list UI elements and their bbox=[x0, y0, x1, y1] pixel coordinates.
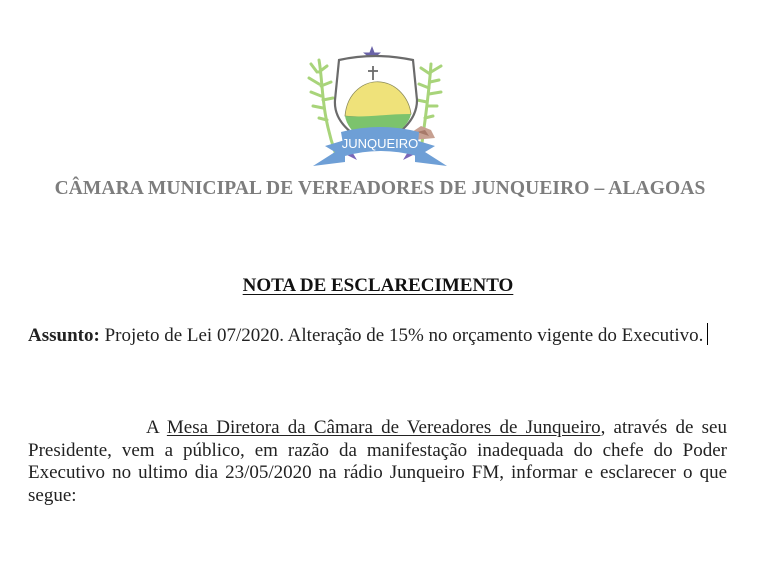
subject-line bbox=[28, 322, 727, 350]
org-title: CÂMARA MUNICIPAL DE VEREADORES DE JUNQUEIRO – ALAGOAS bbox=[54, 178, 706, 199]
document-title: NOTA DE ESCLARECIMENTO bbox=[242, 275, 514, 296]
paragraph-underlined-entity: Mesa Diretora da Câmara de Vereadores de Junqueiro bbox=[166, 417, 601, 438]
paragraph-lead: A bbox=[146, 417, 167, 438]
text-cursor bbox=[707, 323, 708, 345]
paragraph-rest: , através de seu Presidente, vem a público, em razão da manifestação inadequada do chefe do Poder Executivo no ultimo dia 23/05/2020 na rádio Junqueiro FM, informar e esclarecer o que segue: bbox=[28, 417, 727, 506]
body-paragraph bbox=[28, 417, 727, 507]
svg-text:JUNQUEIRO: JUNQUEIRO bbox=[341, 136, 419, 151]
subject-label: Assunto: bbox=[28, 325, 100, 346]
subject-text: Projeto de Lei 07/2020. Alteração de 15% no orçamento vigente do Executivo. bbox=[99, 325, 704, 346]
coat-of-arms-logo bbox=[305, 42, 455, 180]
coat-of-arms-icon bbox=[305, 42, 455, 180]
